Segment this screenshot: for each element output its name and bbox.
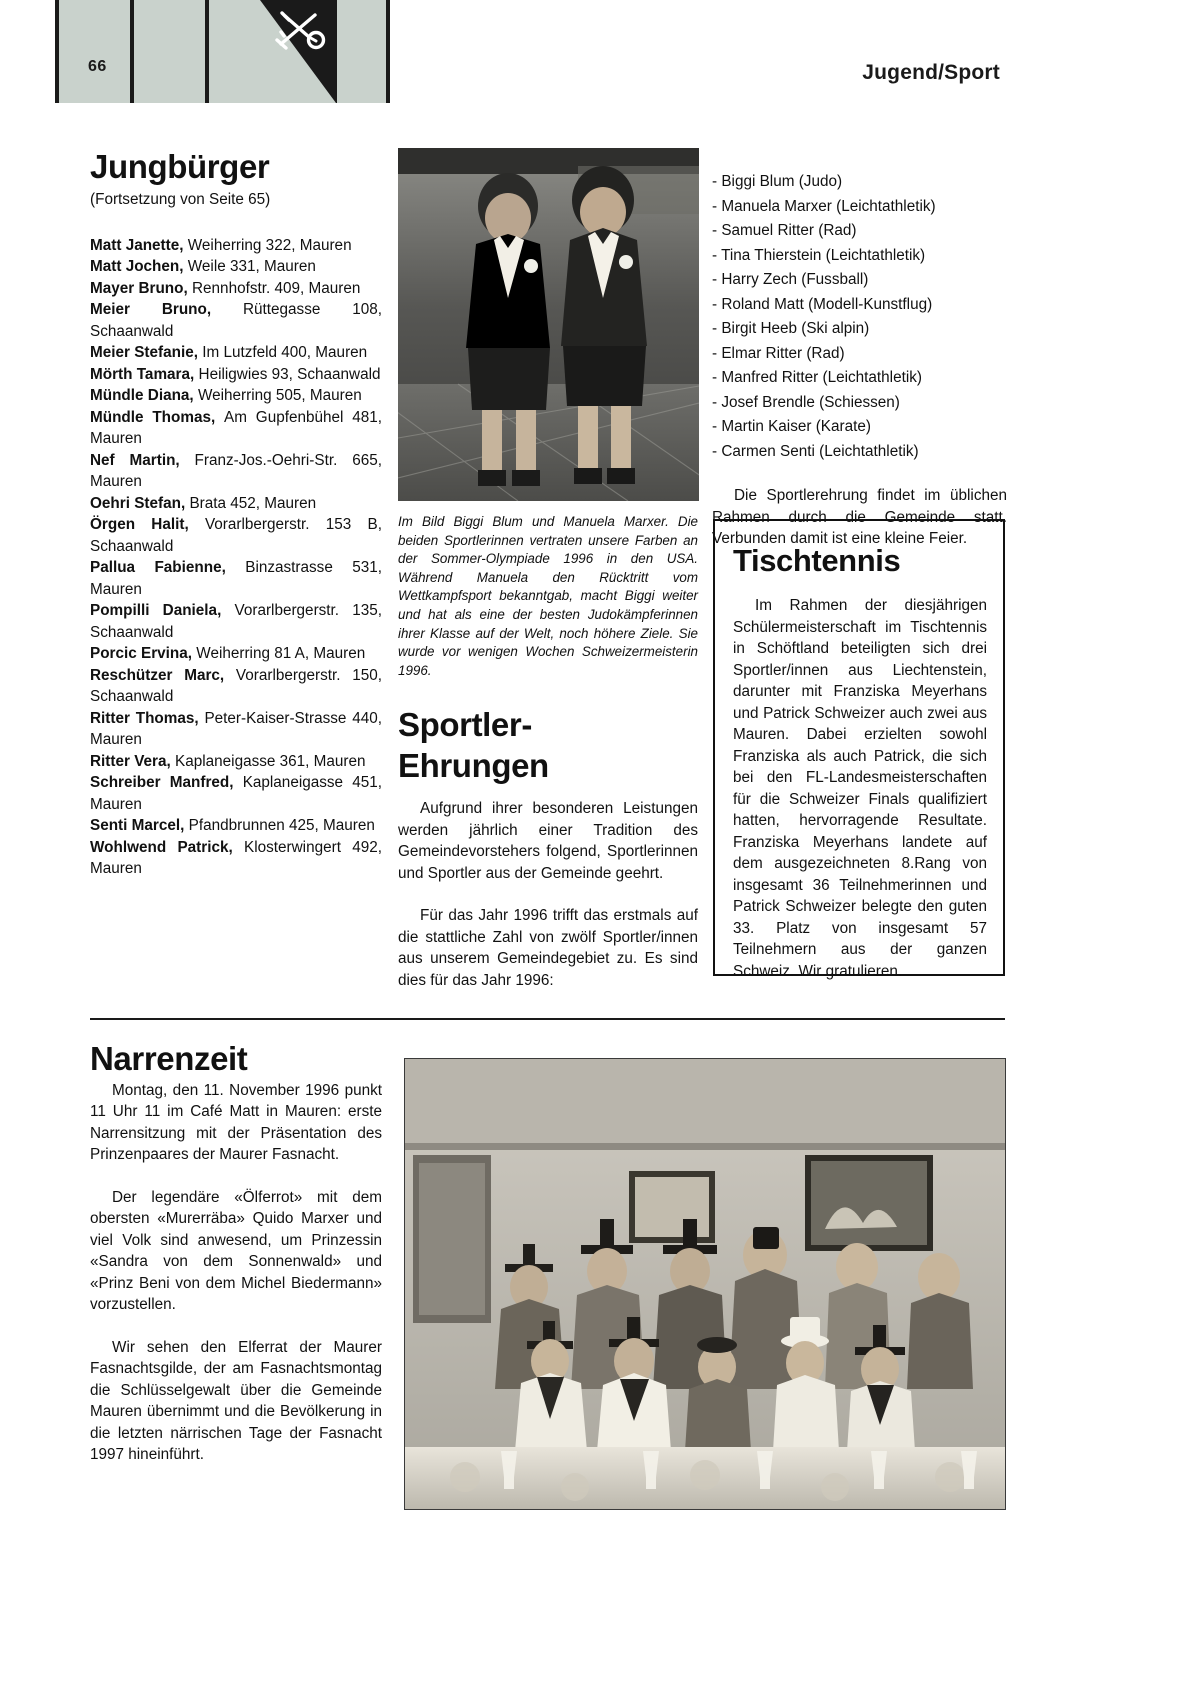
jungbuerger-entry [90,299,382,342]
jungbuerger-entry-address: Am Gupfenbühel 481, Mauren [90,408,382,447]
jungbuerger-entry-address: Weiherring 322, Mauren [187,236,352,254]
jungbuerger-entry-name: Mörth Tamara, [90,365,199,383]
athlete-list-item: - Samuel Ritter (Rad) [712,222,857,239]
jungbuerger-entry-address: Franz-Jos.-Oehri-Str. 665, Mauren [90,451,382,490]
jungbuerger-entry [90,256,382,278]
athlete-list-item: - Tina Thierstein (Leichtathletik) [712,246,926,264]
athlete-list-item: - Roland Matt (Modell-Kunstflug) [712,295,933,313]
jungbuerger-entry [90,493,382,515]
jungbuerger-entry [90,708,382,751]
athlete-list-item: - Harry Zech (Fussball) [712,271,869,288]
athlete-list-item: - Carmen Senti (Leichtathletik) [712,442,919,460]
jungbuerger-entry-name: Matt Jochen, [90,258,188,275]
jungbuerger-column [90,148,382,880]
header-rule [130,0,134,103]
header-rule [55,0,59,103]
jungbuerger-entry-name: Meier Stefanie, [90,344,203,361]
jungbuerger-entry-address: Brata 452, Mauren [189,494,317,512]
jungbuerger-entry-name: Mündle Thomas, [90,408,225,426]
jungbuerger-entry-name: Pallua Fabienne, [90,559,246,576]
jungbuerger-entry-address: Pfandbrunnen 425, Mauren [188,817,375,834]
jungbuerger-entry [90,557,382,600]
jungbuerger-entry [90,600,382,643]
jungbuerger-entry-name: Reschützer Marc, [90,666,236,684]
jungbuerger-entry-name: Nef Martin, [90,451,195,469]
jungbuerger-entry [90,665,382,708]
tischtennis-body: Im Rahmen der diesjährigen Schülermeisterschaft im Tischtennis in Schöftland beteiligten sich drei Sportler/innen aus Liechtenstein, darunter mit Franziska Meyerhans und Patrick Schweizer auch zwei aus Mauren. Dabei erzielten sowohl Franziska als auch Patrick, die sich bei den FL-Landesmeisterschaften für die Schweizer Finals qualifiziert hatten, hervorragende Resultate. Franziska Meyerhans landete auf dem ausgezeichneten 8.Rang von insgesamt 36 Teilnehmerinnen und Patrick Schweizer belegte den guten 33. Platz von insgesamt 57 Teilnehmern aus der ganzen Schweiz. Wir gratulieren. [733,597,987,980]
athlete-list-column [712,170,1007,571]
jungbuerger-entry-address: Rüttegasse 108, Schaanwald [90,301,383,340]
jungbuerger-entry-address: Im Lutzfeld 400, Mauren [202,344,368,361]
jungbuerger-entry [90,514,382,557]
jungbuerger-entry-address: Vorarlbergerstr. 150, Schaanwald [90,666,382,705]
narrenzeit-title: Narrenzeit [90,1040,248,1077]
tischtennis-title: Tischtennis [733,543,901,578]
header-decoration-strip [55,0,390,103]
jungbuerger-entry-address: Vorarlbergerstr. 135, Schaanwald [90,602,382,641]
jungbuerger-entry [90,751,382,773]
jungbuerger-entry-name: Porcic Ervina, [90,645,197,662]
athlete-list-item: - Josef Brendle (Schiessen) [712,393,900,411]
header-rule [386,0,390,103]
jungbuerger-title: Jungbürger [90,148,270,185]
jungbuerger-entry-name: Meier Bruno, [90,301,243,318]
sportler-ehrungen-paragraph: Für das Jahr 1996 trifft das erstmals auf die stattliche Zahl von zwölf Sportler/innen aus unserem Gemeindegebiet zu. Es sind dies für das Jahr 1996: [398,907,698,989]
jungbuerger-entry [90,772,382,815]
jungbuerger-entry-name: Ritter Vera, [90,752,176,770]
jungbuerger-entry-address: Rennhofstr. 409, Mauren [192,279,361,297]
jungbuerger-entry-list [90,235,382,880]
sportler-ehrungen-title-line2: Ehrungen [398,747,549,785]
jungbuerger-entry-address: Klosterwingert 492, Mauren [90,838,382,877]
jungbuerger-entry [90,278,382,300]
athlete-list-item: - Birgit Heeb (Ski alpin) [712,320,870,337]
narrenzeit-paragraphs [90,1080,382,1466]
jungbuerger-entry [90,643,382,665]
jungbuerger-entry-name: Wohlwend Patrick, [90,838,245,856]
photo-elferrat-gruppenfoto [404,1058,1006,1510]
sportlerehrung-closing-paragraph: Die Sportlerehrung findet im üblichen Rahmen durch die Gemeinde statt. Verbunden damit ist eine kleine Feier. [712,487,1007,547]
sportler-ehrungen-column [398,505,698,991]
jungbuerger-entry [90,235,382,257]
jungbuerger-entry-address: Kaplaneigasse 361, Mauren [175,752,366,770]
jungbuerger-entry-address: Binzastrasse 531, Mauren [90,559,383,598]
jungbuerger-entry-name: Mündle Diana, [90,387,198,404]
narrenzeit-paragraph: Wir sehen den Elferrat der Maurer Fasnachtsgilde, der am Fasnachtsmontag die Schlüsselgewalt über die Gemeinde Mauren übernimmt und die Bevölkerung in die letzten närrischen Tage der Fasnacht 1997 hineinführt. [90,1338,382,1463]
jungbuerger-subtitle: (Fortsetzung von Seite 65) [90,191,271,208]
section-title: Jugend/Sport [862,61,1000,84]
athlete-list-item: - Manfred Ritter (Leichtathletik) [712,369,922,386]
jungbuerger-entry-address: Vorarlbergerstr. 153 B, Schaanwald [90,516,382,555]
jungbuerger-entry-name: Ritter Thomas, [90,709,205,727]
narrenzeit-paragraph: Der legendäre «Ölferrot» mit dem obersten «Murerräba» Quido Marxer und viel Volk sind anwesend, um Prinzessin «Sandra von dem Sonnenwald» und «Prinz Beni von dem Michel Biedermann» vorzustellen. [90,1188,382,1313]
jungbuerger-entry-name: Pompilli Daniela, [90,602,235,619]
jungbuerger-entry-address: Heiligwies 93, Schaanwald [198,365,381,383]
jungbuerger-entry-address: Weile 331, Mauren [187,258,316,275]
jungbuerger-entry-name: Oehri Stefan, [90,494,190,512]
jungbuerger-entry-address: Weiherring 505, Mauren [197,387,362,404]
jungbuerger-entry [90,342,382,364]
jungbuerger-entry [90,815,382,837]
jungbuerger-entry [90,407,382,450]
tischtennis-box [713,519,1005,980]
section-divider [90,1018,1005,1020]
jungbuerger-entry [90,450,382,493]
jungbuerger-entry-name: Mayer Bruno, [90,279,192,297]
sportler-ehrungen-paragraph: Aufgrund ihrer besonderen Leistungen werden jährlich einer Tradition des Gemeindevorstehers folgend, Sportlerinnen und Sportler aus der Gemeinde geehrt. [398,800,698,882]
crossed-sword-and-key-icon [260,0,336,103]
jungbuerger-entry [90,385,382,407]
jungbuerger-entry-name: Matt Janette, [90,236,188,254]
photo-caption: Im Bild Biggi Blum und Manuela Marxer. Die beiden Sportlerinnen vertraten unsere Farben an der Sommer-Olympiade 1996 in den USA. Während Manuela den Rücktritt vom Wettkampfsport bekanntgab, macht Biggi weiter und hat als eine der besten Judokämpferinnen ihrer Klasse auf der Welt, noch höhere Ziele. Sie wurde vor wenigen Wochen Schweizermeisterin 1996. [398,514,698,678]
honored-athletes-list [712,170,1007,464]
athlete-list-item: - Biggi Blum (Judo) [712,173,843,190]
jungbuerger-entry-name: Örgen Halit, [90,516,205,533]
jungbuerger-entry [90,364,382,386]
jungbuerger-entry-name: Senti Marcel, [90,817,189,834]
jungbuerger-entry-address: Weiherring 81 A, Mauren [196,645,366,662]
narrenzeit-paragraph: Montag, den 11. November 1996 punkt 11 Uhr 11 im Café Matt in Mauren: erste Narrensitzung mit der Präsentation des Prinzenpaares der Maurer Fasnacht. [90,1081,382,1163]
page-header [0,0,1200,103]
sportler-ehrungen-title-line1: Sportler- [398,706,532,744]
header-rule [205,0,209,103]
jungbuerger-entry-address: Kaplaneigasse 451, Mauren [90,774,382,813]
athlete-list-item: - Manuela Marxer (Leichtathletik) [712,197,936,215]
photo-sportlerinnen [398,148,699,501]
jungbuerger-entry [90,837,382,880]
athlete-list-item: - Elmar Ritter (Rad) [712,344,845,362]
jungbuerger-entry-address: Peter-Kaiser-Strasse 440, Mauren [90,709,382,748]
athlete-list-item: - Martin Kaiser (Karate) [712,418,871,435]
jungbuerger-entry-name: Schreiber Manfred, [90,774,243,791]
narrenzeit-column [90,1040,382,1487]
page-number: 66 [88,58,107,75]
